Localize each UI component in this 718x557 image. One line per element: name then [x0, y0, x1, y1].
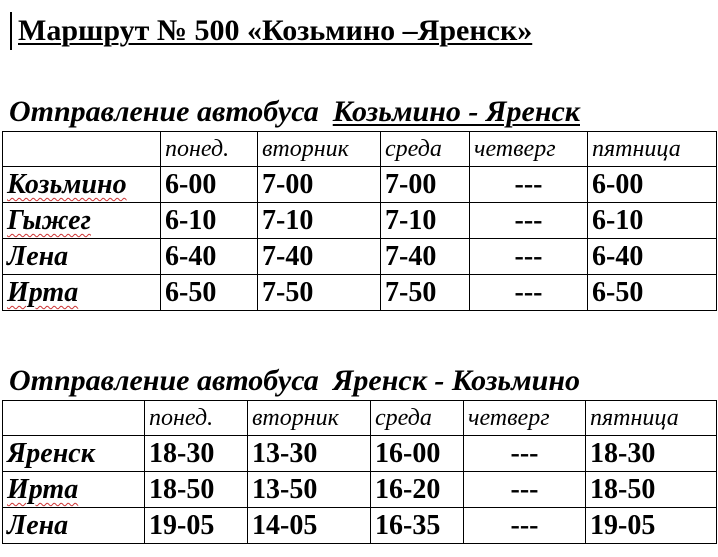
stop-name [3, 167, 161, 203]
schedule-table-return [2, 400, 717, 544]
section-title-outbound [9, 95, 580, 129]
time-cell: 7-40 [381, 239, 470, 275]
stop-name: Лена [3, 508, 145, 544]
time-cell: 16-20 [371, 472, 464, 508]
time-cell: 18-30 [586, 436, 717, 472]
time-cell: 7-10 [258, 203, 381, 239]
section-route: Яренск - Козьмино [332, 364, 580, 397]
section-heading: Отправление автобуса [9, 95, 319, 128]
stop-name-text: Гыжег [7, 205, 91, 236]
section-heading: Отправление автобуса [9, 364, 319, 397]
time-cell: 13-30 [248, 436, 371, 472]
stop-name-text: Ирта [7, 474, 79, 505]
section-title-return [9, 364, 580, 398]
table-row [3, 239, 717, 275]
table-row [3, 472, 717, 508]
table-row [3, 167, 717, 203]
time-cell: 18-30 [145, 436, 248, 472]
section-route: Козьмино - Яренск [332, 95, 580, 128]
header-cell-day: четверг [464, 401, 586, 436]
page-title: Маршрут № 500 «Козьмино –Яренск» [10, 12, 532, 50]
stop-name: Лена [3, 239, 161, 275]
time-cell: --- [470, 239, 588, 275]
header-cell-day: пятница [588, 132, 717, 167]
stop-name [3, 203, 161, 239]
header-cell-day: четверг [470, 132, 588, 167]
time-cell: 6-50 [588, 275, 717, 311]
table-header-row [3, 132, 717, 167]
time-cell: --- [470, 203, 588, 239]
header-cell-day: среда [371, 401, 464, 436]
table-header-row [3, 401, 717, 436]
time-cell: 7-50 [381, 275, 470, 311]
time-cell: --- [464, 508, 586, 544]
time-cell: 13-50 [248, 472, 371, 508]
header-cell-day: понед. [161, 132, 258, 167]
time-cell: 16-00 [371, 436, 464, 472]
table-row [3, 436, 717, 472]
time-cell: 6-00 [588, 167, 717, 203]
header-cell-day: понед. [145, 401, 248, 436]
stop-name-text: Ирта [7, 277, 79, 308]
time-cell: 6-40 [588, 239, 717, 275]
table-row [3, 275, 717, 311]
time-cell: 18-50 [586, 472, 717, 508]
table-row [3, 508, 717, 544]
schedule-table-outbound [2, 131, 717, 311]
time-cell: 19-05 [145, 508, 248, 544]
time-cell: --- [470, 167, 588, 203]
header-cell-empty [3, 132, 161, 167]
time-cell: 14-05 [248, 508, 371, 544]
time-cell: 6-10 [161, 203, 258, 239]
time-cell: 6-50 [161, 275, 258, 311]
time-cell: 6-40 [161, 239, 258, 275]
stop-name-text: Козьмино [7, 169, 127, 200]
header-cell-empty [3, 401, 145, 436]
header-cell-day: пятница [586, 401, 717, 436]
time-cell: 19-05 [586, 508, 717, 544]
header-cell-day: среда [381, 132, 470, 167]
time-cell: --- [464, 436, 586, 472]
time-cell: 16-35 [371, 508, 464, 544]
time-cell: 7-50 [258, 275, 381, 311]
time-cell: 6-00 [161, 167, 258, 203]
time-cell: 7-00 [258, 167, 381, 203]
stop-name: Яренск [3, 436, 145, 472]
stop-name [3, 275, 161, 311]
table-row [3, 203, 717, 239]
time-cell: 6-10 [588, 203, 717, 239]
header-cell-day: вторник [248, 401, 371, 436]
header-cell-day: вторник [258, 132, 381, 167]
time-cell: 7-40 [258, 239, 381, 275]
time-cell: --- [464, 472, 586, 508]
time-cell: 7-10 [381, 203, 470, 239]
time-cell: 18-50 [145, 472, 248, 508]
stop-name [3, 472, 145, 508]
time-cell: 7-00 [381, 167, 470, 203]
time-cell: --- [470, 275, 588, 311]
